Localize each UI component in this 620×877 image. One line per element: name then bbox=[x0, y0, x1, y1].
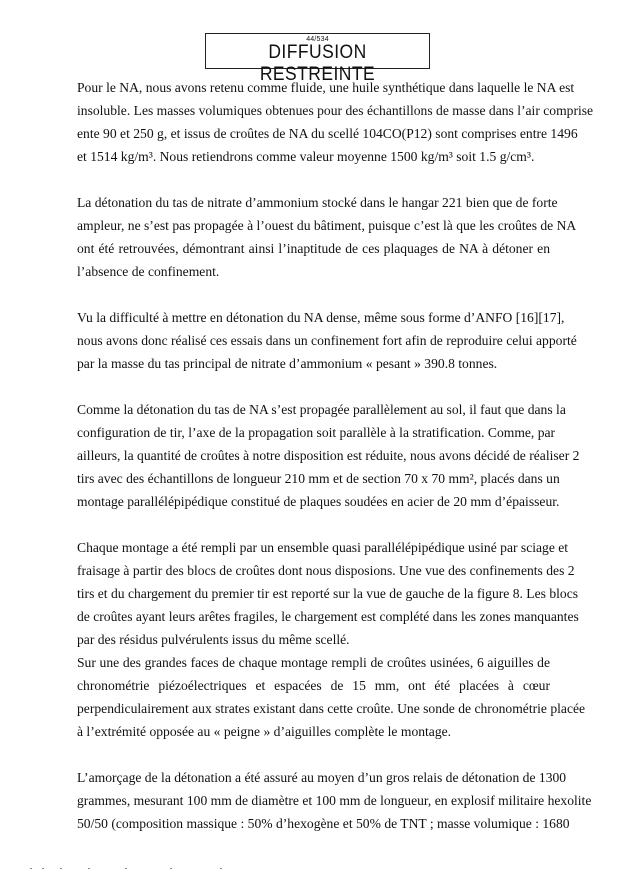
text-line: ailleurs, la quantité de croûtes à notre disposition est réduite, nous avons décidé de réaliser 2 bbox=[77, 448, 580, 463]
text-line: Comme la détonation du tas de NA s’est propagée parallèlement au sol, il faut que dans la bbox=[77, 402, 566, 417]
text-line: Sur une des grandes faces de chaque montage rempli de croûtes usinées, 6 aiguilles de bbox=[77, 655, 550, 670]
paragraph-configuration bbox=[77, 398, 580, 513]
text-line: de croûtes ayant leurs arêtes fragiles, le chargement est complété dans les zones manquantes bbox=[77, 609, 579, 624]
text-line: par la masse du tas principal de nitrate d’ammonium « pesant » 390.8 tonnes. bbox=[77, 356, 498, 371]
paragraph-detonation bbox=[77, 191, 577, 283]
text-line: configuration de tir, l’axe de la propagation soit parallèle à la stratification. Comme, par bbox=[77, 425, 556, 440]
text-line: fraisage à partir des blocs de croûtes dont nous disposions. Une vue des confinements des 2 bbox=[77, 563, 575, 578]
text-line: nous avons donc réalisé ces essais dans un confinement fort afin de reproduire celui apporté bbox=[77, 333, 577, 348]
text-line: montage parallélépipédique constitué de plaques soudées en acier de 20 mm d’épaisseur. bbox=[77, 494, 560, 509]
paragraph-density bbox=[77, 76, 594, 168]
stamp-text: DIFFUSION RESTREINTE bbox=[259, 42, 376, 85]
text-line: La détonation du tas de nitrate d’ammonium stocké dans le hangar 221 bien que de forte bbox=[77, 195, 558, 210]
text-line: Vu la difficulté à mettre en détonation du NA dense, même sous forme d’ANFO [16][17], bbox=[77, 310, 565, 325]
text-line: 50/50 (composition massique : 50% d’hexogène et 50% de TNT ; masse volumique : 1680 bbox=[77, 816, 570, 831]
text-line: Pour le NA, nous avons retenu comme fluide, une huile synthétique dans laquelle le NA est bbox=[77, 80, 575, 95]
paragraph-confinement bbox=[77, 306, 577, 375]
text-line: grammes, mesurant 100 mm de diamètre et 100 mm de longueur, en explosif militaire hexolite bbox=[77, 793, 592, 808]
text-line: ampleur, ne s’est pas propagée à l’ouest du bâtiment, puisque c’est là que les croûtes de NA bbox=[77, 218, 577, 233]
page-number: 44/534 bbox=[306, 36, 329, 43]
text-line: perpendiculairement aux strates existant dans cette croûte. Une sonde de chronométrie placée bbox=[77, 701, 586, 716]
classification-stamp bbox=[205, 33, 430, 85]
paragraph-montage bbox=[77, 536, 586, 743]
text-line: tirs avec des échantillons de longueur 210 mm et de section 70 x 70 mm², placés dans un bbox=[77, 471, 560, 486]
text-line: tirs et du chargement du premier tir est reporté sur la vue de gauche de la figure 8. Les blocs bbox=[77, 586, 579, 601]
text-line: chronométrie piézoélectriques et espacées de 15 mm, ont été placées à cœur bbox=[77, 678, 550, 693]
text-line: insoluble. Les masses volumiques obtenues pour des échantillons de masse dans l’air comprise bbox=[77, 103, 594, 118]
text-line: L’amorçage de la détonation a été assuré au moyen d’un gros relais de détonation de 1300 bbox=[77, 770, 567, 785]
document-body bbox=[77, 76, 594, 835]
text-line: Chaque montage a été rempli par un ensemble quasi parallélépipédique usiné par sciage et bbox=[77, 540, 569, 555]
text-line: par des résidus pulvérulents issus du même scellé. bbox=[77, 632, 350, 647]
text-line: et 1514 kg/m³. Nous retiendrons comme valeur moyenne 1500 kg/m³ soit 1.5 g/cm³. bbox=[77, 149, 535, 164]
text-line: ont été retrouvées, démontrant ainsi l’inaptitude de ces plaquages de NA à détoner en bbox=[77, 241, 550, 256]
paragraph-amorcage bbox=[77, 766, 592, 835]
text-line: ente 90 et 250 g, et issus de croûtes de NA du scellé 104CO(P12) sont comprises entre 1496 bbox=[77, 126, 578, 141]
text-line: à l’extrémité opposée au « peigne » d’aiguilles complète le montage. bbox=[77, 724, 452, 739]
scan-artifact-dots bbox=[30, 868, 230, 872]
text-line: l’absence de confinement. bbox=[77, 264, 220, 279]
